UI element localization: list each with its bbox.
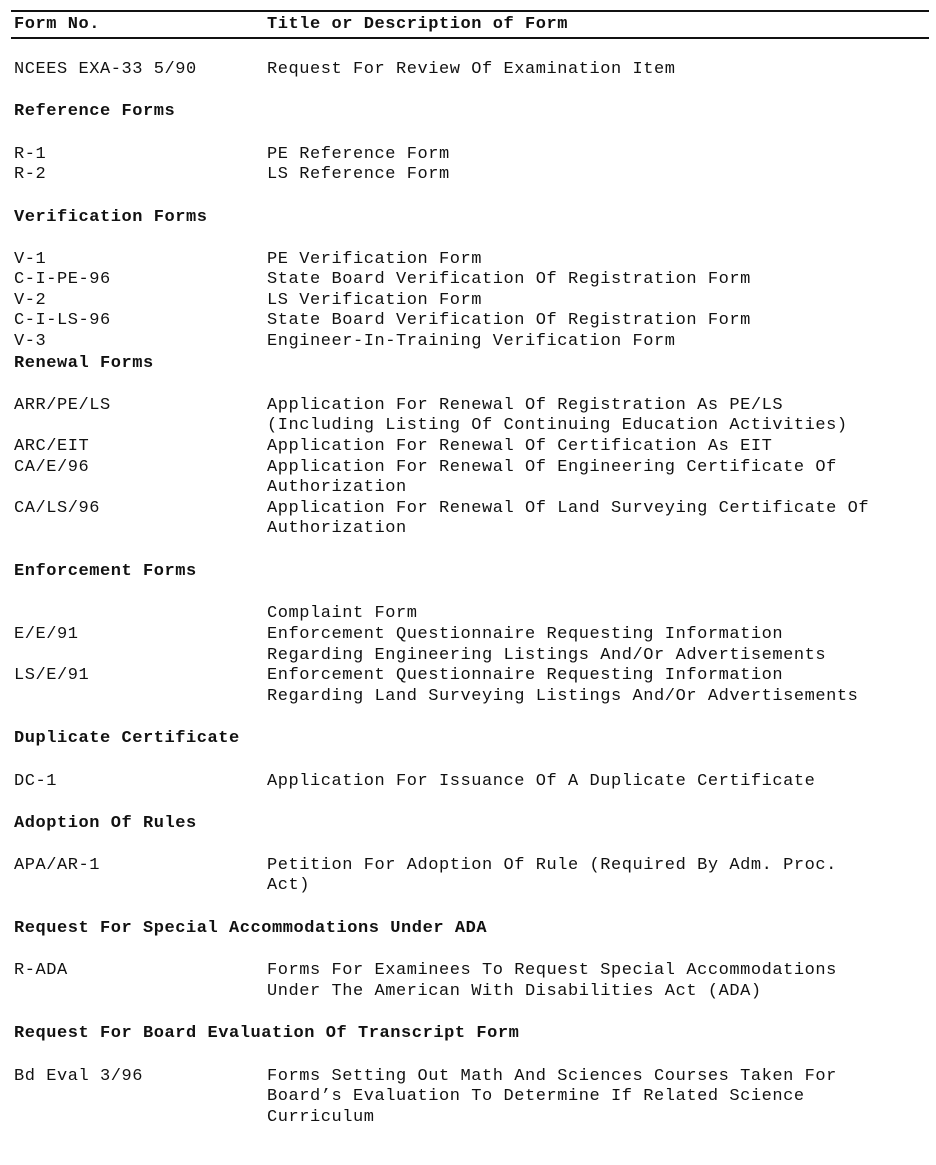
form-description: State Board Verification Of Registration Form xyxy=(267,270,751,289)
section-title-ada-accommodations: Request For Special Accommodations Under ADA xyxy=(14,919,488,938)
form-code: V-2 xyxy=(14,291,47,310)
form-code: ARR/PE/LS xyxy=(14,396,111,415)
form-code: R-ADA xyxy=(14,961,68,980)
form-code: DC-1 xyxy=(14,772,58,791)
form-code: E/E/91 xyxy=(14,625,79,644)
form-code: R-1 xyxy=(14,145,47,164)
form-description: PE Reference Form xyxy=(267,145,450,164)
column-header-form-no: Form No. xyxy=(14,15,101,34)
form-description: Forms For Examinees To Request Special Accommodations xyxy=(267,961,837,980)
form-code: C-I-PE-96 xyxy=(14,270,111,289)
form-description: Application For Renewal Of Certification As EIT xyxy=(267,437,773,456)
form-description: LS Verification Form xyxy=(267,291,483,310)
form-description: Under The American With Disabilities Act (ADA) xyxy=(267,982,762,1001)
section-title-adoption-of-rules: Adoption Of Rules xyxy=(14,814,197,833)
form-description: Forms Setting Out Math And Sciences Courses Taken For xyxy=(267,1067,837,1086)
form-description: PE Verification Form xyxy=(267,250,483,269)
form-description: Complaint Form xyxy=(267,604,418,623)
form-description: Enforcement Questionnaire Requesting Information xyxy=(267,625,784,644)
form-code: CA/E/96 xyxy=(14,458,90,477)
form-description: Regarding Land Surveying Listings And/Or Advertisements xyxy=(267,687,859,706)
form-description: LS Reference Form xyxy=(267,165,450,184)
form-description: Act) xyxy=(267,876,311,895)
header-rule xyxy=(11,37,929,39)
form-code: V-3 xyxy=(14,332,47,351)
form-description: Regarding Engineering Listings And/Or Advertisements xyxy=(267,646,827,665)
form-description: Application For Renewal Of Land Surveying Certificate Of xyxy=(267,499,870,518)
form-description: Curriculum xyxy=(267,1108,375,1127)
form-code: C-I-LS-96 xyxy=(14,311,111,330)
section-title-renewal-forms: Renewal Forms xyxy=(14,354,154,373)
form-description: Application For Issuance Of A Duplicate Certificate xyxy=(267,772,816,791)
form-description: State Board Verification Of Registration Form xyxy=(267,311,751,330)
form-code: Bd Eval 3/96 xyxy=(14,1067,144,1086)
form-description: Request For Review Of Examination Item xyxy=(267,60,676,79)
form-description: Application For Renewal Of Engineering Certificate Of xyxy=(267,458,837,477)
section-title-board-evaluation: Request For Board Evaluation Of Transcript Form xyxy=(14,1024,520,1043)
column-header-title: Title or Description of Form xyxy=(267,15,569,34)
section-title-duplicate-certificate: Duplicate Certificate xyxy=(14,729,240,748)
form-code: NCEES EXA-33 5/90 xyxy=(14,60,197,79)
form-description: (Including Listing Of Continuing Education Activities) xyxy=(267,416,848,435)
form-description: Board’s Evaluation To Determine If Related Science xyxy=(267,1087,805,1106)
section-title-reference-forms: Reference Forms xyxy=(14,102,176,121)
form-code: CA/LS/96 xyxy=(14,499,101,518)
form-code: V-1 xyxy=(14,250,47,269)
form-code: APA/AR-1 xyxy=(14,856,101,875)
form-description: Enforcement Questionnaire Requesting Information xyxy=(267,666,784,685)
form-description: Petition For Adoption Of Rule (Required By Adm. Proc. xyxy=(267,856,837,875)
form-description: Application For Renewal Of Registration As PE/LS xyxy=(267,396,784,415)
form-description: Authorization xyxy=(267,519,407,538)
form-code: ARC/EIT xyxy=(14,437,90,456)
form-code: R-2 xyxy=(14,165,47,184)
top-rule xyxy=(11,10,929,12)
section-title-enforcement-forms: Enforcement Forms xyxy=(14,562,197,581)
form-description: Engineer-In-Training Verification Form xyxy=(267,332,676,351)
form-code: LS/E/91 xyxy=(14,666,90,685)
form-description: Authorization xyxy=(267,478,407,497)
section-title-verification-forms: Verification Forms xyxy=(14,208,208,227)
